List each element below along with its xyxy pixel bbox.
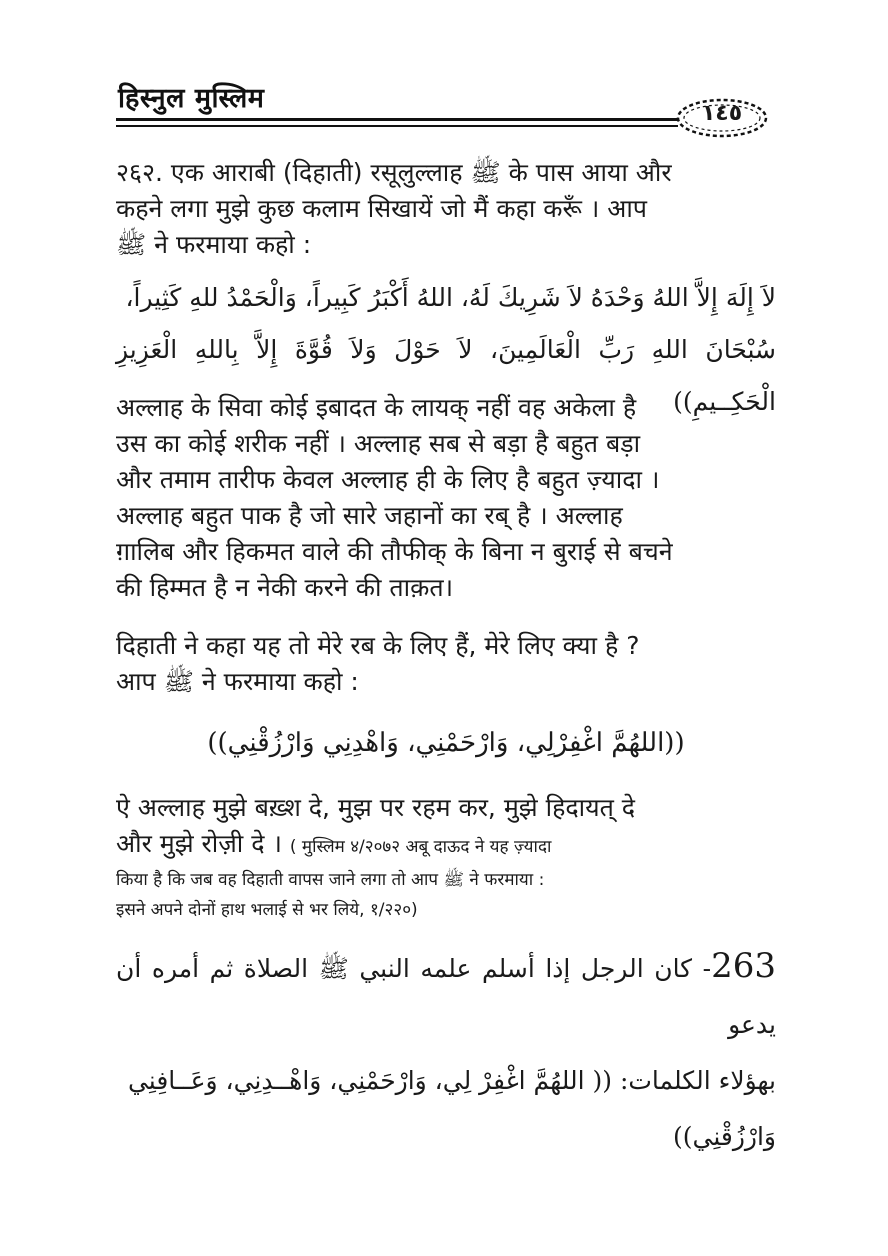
dua-arabic-line: ((اللهُمَّ اغْفِرْلِي، وَارْحَمْنِي، وَاهْدِنِي وَارْزُقْنِي)) bbox=[207, 728, 685, 758]
question-line: दिहाती ने कहा यह तो मेरे रब के लिए हैं, मेरे लिए क्या है ? bbox=[116, 631, 640, 660]
translation-line: ग़ालिब और हिकमत वाले की तौफीक् के बिना न बुराई से बचने bbox=[116, 537, 673, 566]
hadith-262-intro bbox=[116, 155, 776, 263]
translation-paragraph bbox=[116, 390, 776, 606]
intro-line: कहने लगा मुझे कुछ कलाम सिखायें जो मैं कहा करूँ । आप bbox=[116, 194, 647, 223]
dua-translation-tail: और मुझे रोज़ी दे । bbox=[116, 829, 282, 858]
hadith-263-line bbox=[116, 938, 776, 1053]
dua-arabic bbox=[116, 728, 776, 758]
arabic-line: لاَ إِلَهَ إِلاَّ اللهُ وَحْدَهُ لاَ شَرِيكَ لَهُ، اللهُ أَكْبَرُ كَبِيراً، وَالْحَمْدُ للهِ كَثِيراً، bbox=[125, 283, 776, 312]
book-title: हिस्नुल मुस्लिम bbox=[118, 83, 265, 114]
reference-text: ( मुस्लिम ४/२०७२ अबू दाऊद ने यह ज़्यादा bbox=[289, 837, 552, 857]
hadith-263 bbox=[116, 938, 776, 1165]
translation-line: अल्लाह बहुत पाक है जो सारे जहानों का रब् है । अल्लाह bbox=[116, 501, 623, 530]
reference-line: इसने अपने दोनों हाथ भलाई से भर लिये, १/२२०) bbox=[116, 900, 418, 920]
dua-translation-line bbox=[116, 826, 776, 865]
translation-line: और तमाम तारीफ केवल अल्लाह ही के लिए है बहुत ज़्यादा । bbox=[116, 465, 660, 494]
hadith-263-line: بهؤلاء الكلمات: (( اللهُمَّ اغْفِرْ لِي، وَارْحَمْنِي، وَاهْــدِنِي، وَعَــافِنِي bbox=[127, 1066, 776, 1095]
question-paragraph bbox=[116, 628, 776, 700]
intro-line: ﷺ ने फरमाया कहो : bbox=[116, 230, 312, 259]
header-rule-thick bbox=[116, 118, 678, 121]
hadith-263-text: - كان الرجل إذا أسلم علمه النبي ﷺ الصلاة ثم أمره أن يدعو bbox=[116, 954, 776, 1039]
intro-line: २६२. एक आराबी (दिहाती) रसूलुल्लाह ﷺ के पास आया और bbox=[116, 158, 672, 187]
question-line: आप ﷺ ने फरमाया कहो : bbox=[116, 667, 359, 696]
reference-line: किया है कि जब वह दिहाती वापस जाने लगा तो आप ﷺ ने फरमाया : bbox=[116, 870, 545, 890]
translation-line: उस का कोई शरीक नहीं । अल्लाह सब से बड़ा है बहुत बड़ा bbox=[116, 429, 641, 458]
hadith-number: 263 bbox=[711, 946, 776, 986]
translation-line: की हिम्मत है न नेकी करने की ताक़त। bbox=[116, 573, 454, 602]
dua-translation bbox=[116, 790, 776, 925]
page-number: ١٤٥ bbox=[701, 101, 743, 126]
translation-line: अल्लाह के सिवा कोई इबादत के लायक् नहीं वह अकेला है bbox=[116, 393, 637, 422]
dua-translation-line: ऐ अल्लाह मुझे बख़्श दे, मुझ पर रहम कर, मुझे हिदायत् दे bbox=[116, 793, 636, 822]
arabic-line: سُبْحَانَ اللهِ رَبِّ الْعَالَمِينَ، لاَ حَوْلَ وَلاَ قُوَّةَ إِلاَّ بِاللهِ الْعَزِيزِ الْحَكِــيمِ)) bbox=[116, 335, 776, 416]
header-rule-thin bbox=[116, 125, 678, 127]
hadith-263-line: وَارْزُقْنِي)) bbox=[672, 1122, 776, 1151]
